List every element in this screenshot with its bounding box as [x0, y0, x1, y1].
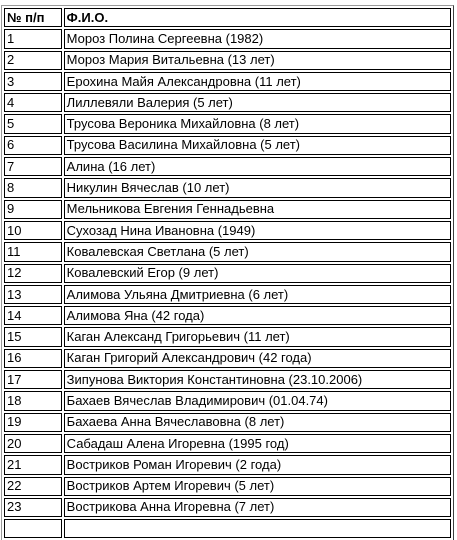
table-row — [4, 370, 451, 389]
table-row — [4, 51, 451, 70]
row-number-cell: 17 — [4, 370, 62, 389]
row-number-cell: 2 — [4, 51, 62, 70]
row-name-cell: Каган Григорий Александрович (42 года) — [64, 349, 451, 368]
row-name-cell: Мороз Полина Сергеевна (1982) — [64, 29, 451, 48]
row-number-cell: 16 — [4, 349, 62, 368]
table-row — [4, 93, 451, 112]
row-name-cell: Каган Александ Григорьевич (11 лет) — [64, 327, 451, 346]
row-name-cell: Сухозад Нина Ивановна (1949) — [64, 221, 451, 240]
row-name-cell: Алимова Ульяна Дмитриевна (6 лет) — [64, 285, 451, 304]
row-name-cell: Мельникова Евгения Геннадьевна — [64, 200, 451, 219]
row-number-cell: 23 — [4, 498, 62, 517]
row-number-cell — [4, 519, 62, 538]
row-name-cell: Алимова Яна (42 года) — [64, 306, 451, 325]
row-number-cell: 21 — [4, 455, 62, 474]
row-name-cell: Вострикова Анна Игоревна (7 лет) — [64, 498, 451, 517]
row-name-cell: Ерохина Майя Александровна (11 лет) — [64, 72, 451, 91]
table-row — [4, 455, 451, 474]
header-number: № п/п — [4, 8, 62, 27]
table-row — [4, 413, 451, 432]
row-number-cell: 18 — [4, 391, 62, 410]
row-name-cell — [64, 519, 451, 538]
header-name: Ф.И.О. — [64, 8, 451, 27]
table-row — [4, 349, 451, 368]
table-row — [4, 391, 451, 410]
table-row — [4, 72, 451, 91]
table-row — [4, 242, 451, 261]
row-number-cell: 22 — [4, 477, 62, 496]
row-name-cell: Бахаева Анна Вячеславовна (8 лет) — [64, 413, 451, 432]
row-number-cell: 13 — [4, 285, 62, 304]
row-name-cell: Трусова Василина Михайловна (5 лет) — [64, 136, 451, 155]
table-row-cut-off — [4, 519, 451, 538]
row-number-cell: 1 — [4, 29, 62, 48]
row-number-cell: 4 — [4, 93, 62, 112]
table-row — [4, 477, 451, 496]
table-row — [4, 264, 451, 283]
row-name-cell: Никулин Вячеслав (10 лет) — [64, 178, 451, 197]
table-row — [4, 434, 451, 453]
row-number-cell: 12 — [4, 264, 62, 283]
table-body — [4, 8, 451, 538]
table-row — [4, 285, 451, 304]
table-header-row — [4, 8, 451, 27]
row-name-cell: Ковалевская Светлана (5 лет) — [64, 242, 451, 261]
table-row — [4, 221, 451, 240]
table-row — [4, 327, 451, 346]
row-number-cell: 19 — [4, 413, 62, 432]
table-row — [4, 29, 451, 48]
row-number-cell: 3 — [4, 72, 62, 91]
table-row — [4, 157, 451, 176]
row-name-cell: Лиллевяли Валерия (5 лет) — [64, 93, 451, 112]
table-row — [4, 136, 451, 155]
row-name-cell: Зипунова Виктория Константиновна (23.10.2006) — [64, 370, 451, 389]
row-number-cell: 7 — [4, 157, 62, 176]
people-list-table — [1, 5, 454, 540]
row-name-cell: Востриков Артем Игоревич (5 лет) — [64, 477, 451, 496]
row-name-cell: Бахаев Вячеслав Владимирович (01.04.74) — [64, 391, 451, 410]
row-number-cell: 6 — [4, 136, 62, 155]
row-number-cell: 10 — [4, 221, 62, 240]
row-number-cell: 11 — [4, 242, 62, 261]
table-row — [4, 114, 451, 133]
row-number-cell: 8 — [4, 178, 62, 197]
row-name-cell: Ковалевский Егор (9 лет) — [64, 264, 451, 283]
table-row — [4, 200, 451, 219]
row-number-cell: 20 — [4, 434, 62, 453]
row-name-cell: Мороз Мария Витальевна (13 лет) — [64, 51, 451, 70]
row-number-cell: 15 — [4, 327, 62, 346]
row-number-cell: 9 — [4, 200, 62, 219]
row-name-cell: Алина (16 лет) — [64, 157, 451, 176]
row-number-cell: 5 — [4, 114, 62, 133]
row-name-cell: Востриков Роман Игоревич (2 года) — [64, 455, 451, 474]
row-number-cell: 14 — [4, 306, 62, 325]
table-row — [4, 178, 451, 197]
row-name-cell: Сабадаш Алена Игоревна (1995 год) — [64, 434, 451, 453]
table-row — [4, 498, 451, 517]
table-row — [4, 306, 451, 325]
row-name-cell: Трусова Вероника Михайловна (8 лет) — [64, 114, 451, 133]
